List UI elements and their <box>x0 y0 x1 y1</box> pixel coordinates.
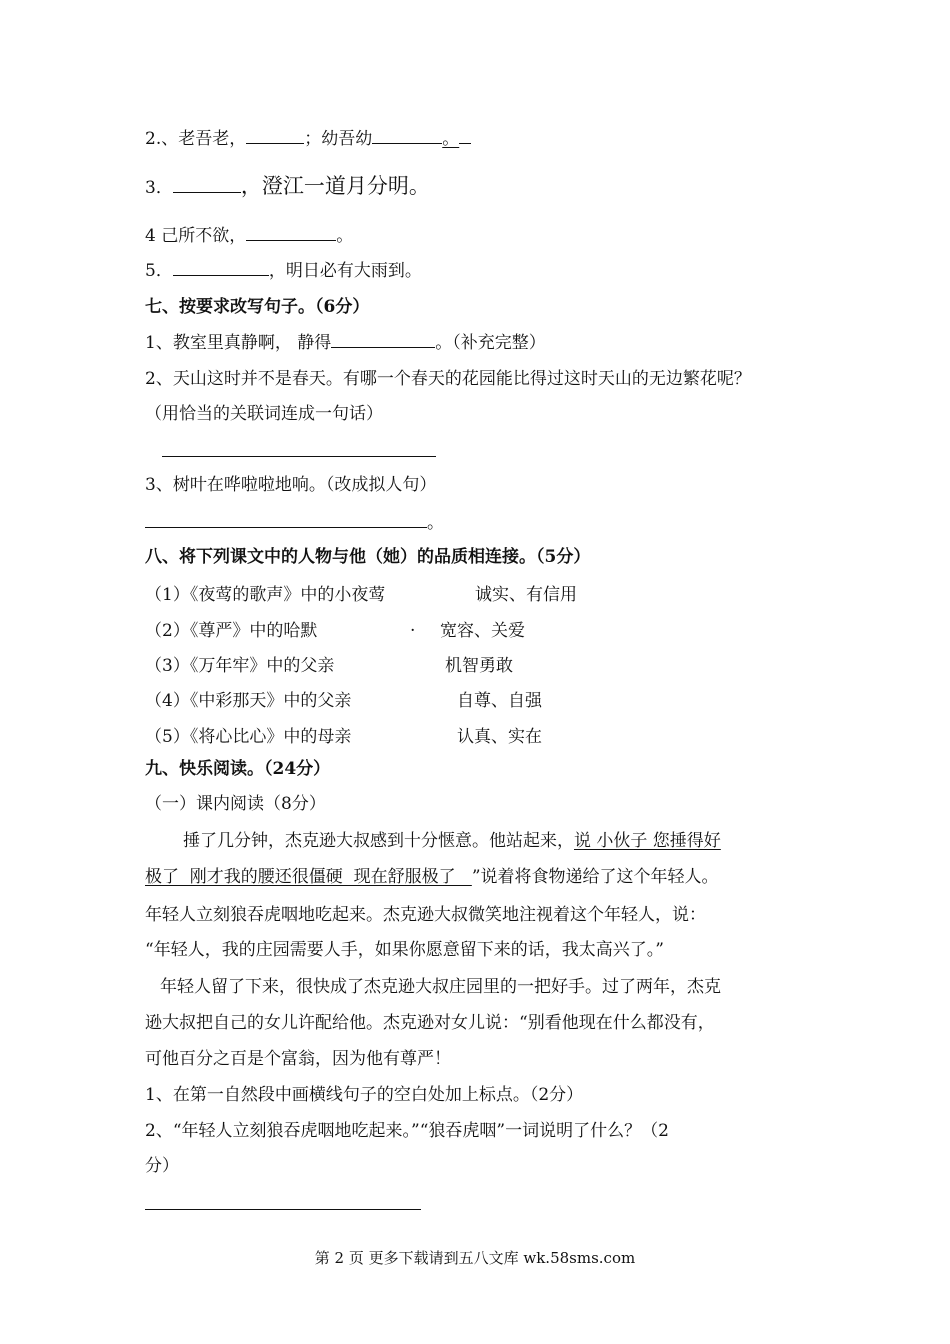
quality-item[interactable]: 宽容、关爱 <box>440 621 525 641</box>
section-7-title: 七、按要求改写句子。（6分） <box>145 297 370 317</box>
passage-line: 可他百分之百是个富翁，因为他有尊严！ <box>145 1049 451 1069</box>
poem-line-5: 5． ，明日必有大雨到。 <box>145 261 422 281</box>
underlined-sentence: 极了 刚才我的腰还很僵硬 现在舒服极了 <box>145 867 472 887</box>
section-7-q2-note: （用恰当的关联词连成一句话） <box>145 404 383 424</box>
reading-q1: 1、在第一自然段中画横线句子的空白处加上标点。（2分） <box>145 1085 584 1105</box>
poem-line-2: 2.、老吾老， ；幼吾幼 。 <box>145 127 471 150</box>
quality-item[interactable]: 自尊、自强 <box>457 691 542 711</box>
answer-blank[interactable] <box>246 127 304 144</box>
answer-line[interactable] <box>162 456 436 457</box>
passage-line: “年轻人，我的庄园需要人手，如果你愿意留下来的话，我太高兴了。” <box>145 940 664 960</box>
answer-line[interactable] <box>145 1209 421 1210</box>
character-item[interactable]: （2）《尊严》中的哈默 <box>145 621 318 641</box>
page-footer: 第 2 页 更多下载请到五八文库 wk.58sms.com <box>314 1249 636 1267</box>
poem-line-4: 4 己所不欲， 。 <box>145 226 354 246</box>
reading-subtitle: （一）课内阅读（8分） <box>145 794 326 814</box>
reading-q2-end: 分） <box>145 1156 179 1176</box>
character-item[interactable]: （4）《中彩那天》中的父亲 <box>145 691 352 711</box>
answer-blank[interactable] <box>372 127 442 144</box>
passage-line: 捶了几分钟，杰克逊大叔感到十分惬意。他站起来，说 小伙子 您捶得好 <box>183 831 721 851</box>
section-8-title: 八、将下列课文中的人物与他（她）的品质相连接。（5分） <box>145 547 591 567</box>
passage-line: 年轻人留了下来，很快成了杰克逊大叔庄园里的一把好手。过了两年，杰克 <box>160 977 721 997</box>
answer-blank[interactable] <box>173 259 269 276</box>
section-7-q2: 2、天山这时并不是春天。有哪一个春天的花园能比得过这时天山的无边繁花呢？ <box>145 369 751 389</box>
answer-blank[interactable] <box>246 224 336 241</box>
section-7-q3-answer: 。 <box>145 511 444 534</box>
poem-line-3: 3． ，澄江一道月分明。 <box>145 174 430 198</box>
section-9-title: 九、快乐阅读。（24分） <box>145 759 331 779</box>
reading-q2: 2、“年轻人立刻狼吞虎咽地吃起来。”“狼吞虎咽”一词说明了什么？（2 <box>145 1121 669 1141</box>
answer-blank[interactable] <box>145 511 427 528</box>
character-item[interactable]: （5）《将心比心》中的母亲 <box>145 727 352 747</box>
underlined-sentence: 说 小伙子 您捶得好 <box>574 831 721 851</box>
section-7-q1: 1、教室里真静啊， 静得 。（补充完整） <box>145 333 546 353</box>
passage-line: 逊大叔把自己的女儿许配给他。杰克逊对女儿说：“别看他现在什么都没有， <box>145 1013 715 1033</box>
quality-item[interactable]: 认真、实在 <box>457 727 542 747</box>
character-item[interactable]: （1）《夜莺的歌声》中的小夜莺 <box>145 585 386 605</box>
answer-blank[interactable] <box>173 176 241 193</box>
passage-line: 极了 刚才我的腰还很僵硬 现在舒服极了 ”说着将食物递给了这个年轻人。 <box>145 867 719 887</box>
quality-item[interactable]: 机智勇敢 <box>445 656 513 676</box>
answer-blank[interactable] <box>459 127 471 144</box>
quality-item[interactable]: 诚实、有信用 <box>475 585 577 605</box>
character-item[interactable]: （3）《万年牢》中的父亲 <box>145 656 335 676</box>
section-7-q3: 3、树叶在哗啦啦地响。（改成拟人句） <box>145 475 437 495</box>
passage-line: 年轻人立刻狼吞虎咽地吃起来。杰克逊大叔微笑地注视着这个年轻人，说： <box>145 905 706 925</box>
answer-blank[interactable] <box>331 331 435 348</box>
dot-mark: . <box>410 616 416 636</box>
